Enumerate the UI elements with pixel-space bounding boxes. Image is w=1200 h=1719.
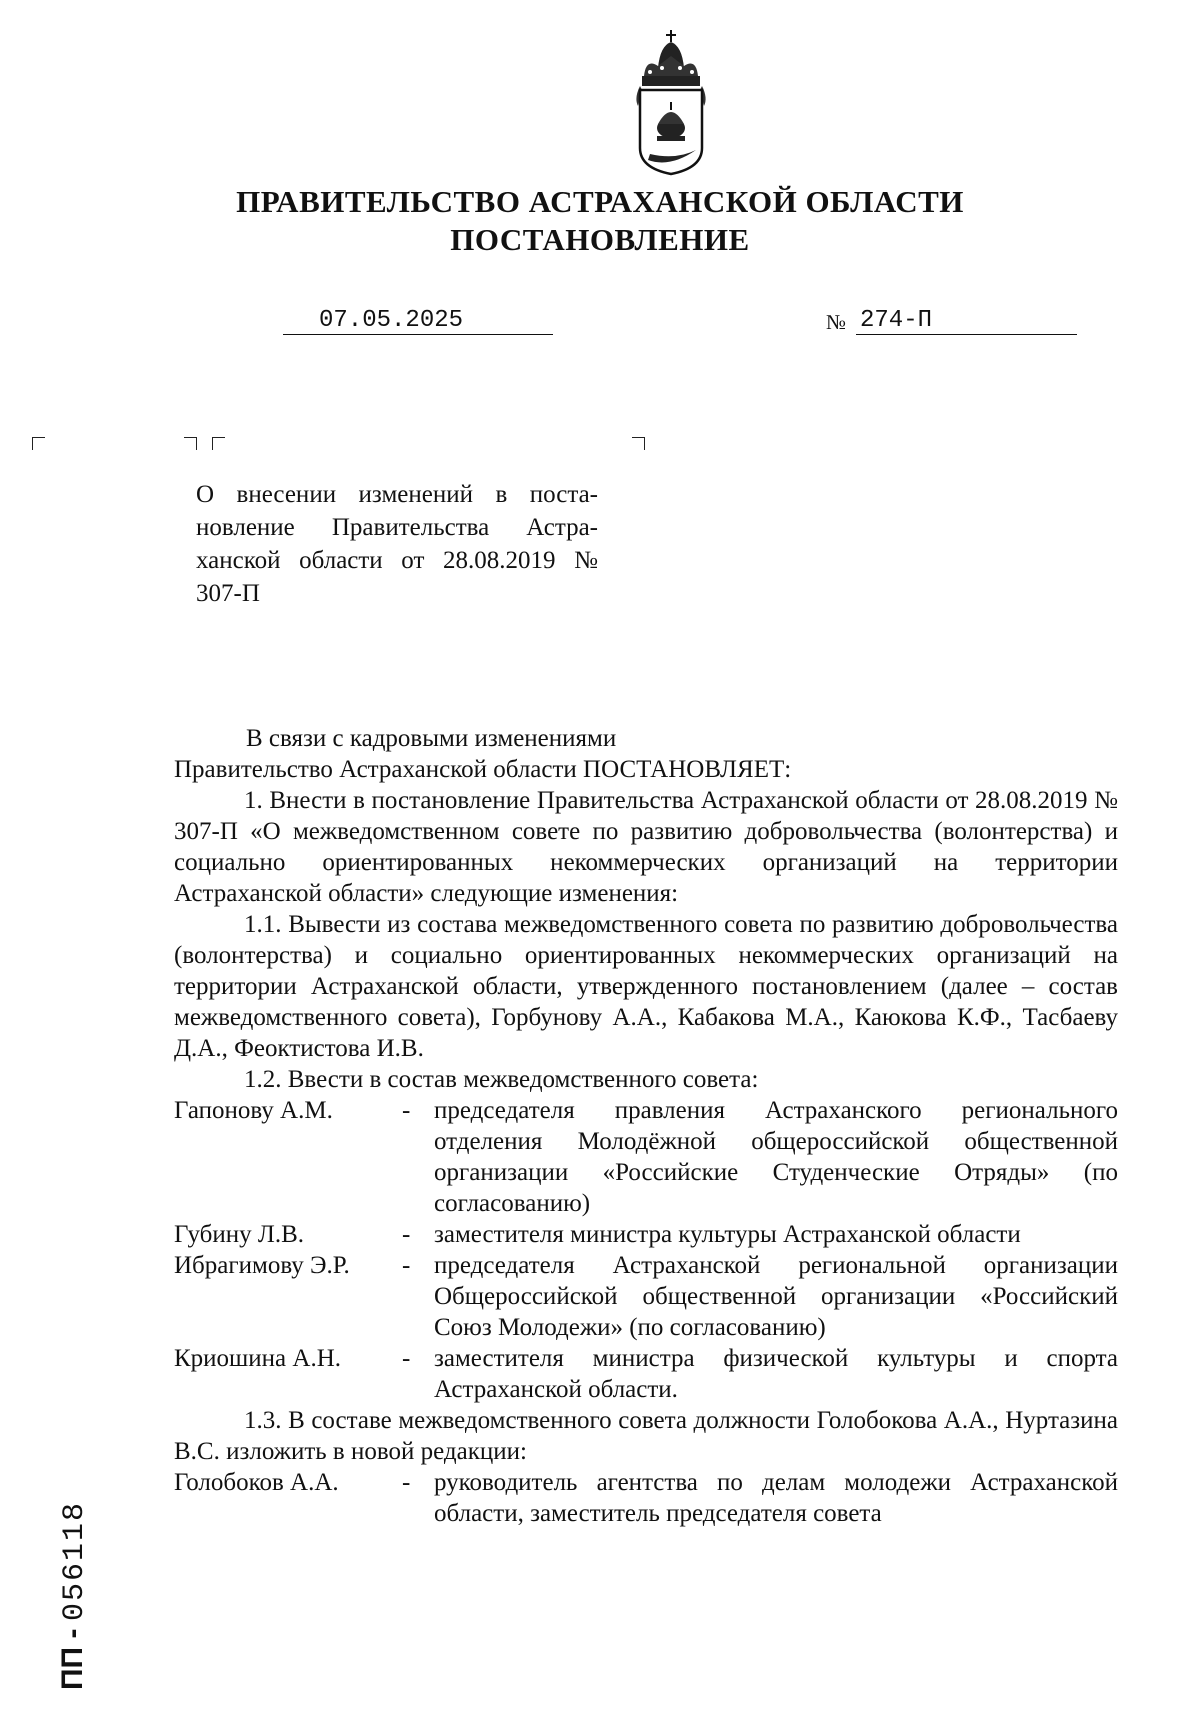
member-dash: - — [402, 1221, 411, 1248]
member-position: заместителя министра физической культуры и спорта Астраханской области. — [434, 1345, 1118, 1403]
member-dash: - — [402, 1469, 411, 1496]
preamble-line-1: В связи с кадровыми изменениями — [246, 725, 617, 752]
side-serial-number — [56, 1501, 92, 1690]
item-1-2: 1.2. Ввести в состав межведомственного совета: — [244, 1066, 759, 1093]
member-name: Ибрагимову Э.Р. — [174, 1252, 350, 1279]
serial-prefix: ПП - — [56, 1628, 89, 1690]
document-date: 07.05.2025 — [283, 307, 553, 335]
member-position: председателя Астраханской региональной организации Общероссийской общественной организации «Российский Союз Молодежи» (по согласованию) — [434, 1252, 1118, 1341]
corner-bracket-right-inner — [212, 437, 225, 450]
member-position: председателя правления Астраханского регионального отделения Молодёжной общероссийской общественной организации «Российские Студенческие Отряды» (по согласованию) — [434, 1097, 1118, 1217]
member-name: Гапонову А.М. — [174, 1097, 333, 1124]
member-name: Криошина А.Н. — [174, 1345, 342, 1372]
document-type: ПОСТАНОВЛЕНИЕ — [450, 222, 750, 257]
member-entry — [174, 1467, 1118, 1529]
item-1: 1. Внести в постановление Правительства Астраханской области от 28.08.2019 № 307-П «О межведомственном совете по развитию добровольчества (волонтерства) и социально ориентированных некоммерческих организаций на территории Астраханской области» следующие изменения: — [174, 787, 1118, 907]
member-entry — [174, 1343, 1118, 1405]
member-dash: - — [402, 1252, 411, 1279]
member-dash: - — [402, 1345, 411, 1372]
document-number: 274-П — [856, 307, 1077, 335]
member-name: Губину Л.В. — [174, 1221, 305, 1248]
item-1-1: 1.1. Вывести из состава межведомственного совета по развитию добровольчества (волонтерства) и социально ориентированных некоммерческих организаций на территории Астраханской области, утвержденного постановлением (далее – состав межведомственного совета), Горбунову А.А., Кабакова М.А., Каюкова К.Ф., Тасбаеву Д.А., Феоктистова И.В. — [174, 911, 1118, 1062]
item-1-3: 1.3. В составе межведомственного совета должности Голобокова А.А., Нуртазина В.С. изложить в новой редакции: — [174, 1407, 1118, 1465]
coat-of-arms-emblem — [630, 28, 712, 176]
document-subject: О внесении изменений в постановление Правительства Астраханской области от 28.08.2019 № 307-П — [196, 481, 598, 607]
corner-bracket-left-inner — [184, 437, 197, 450]
member-name: Голобоков А.А. — [174, 1469, 339, 1496]
corner-bracket-right — [632, 437, 645, 450]
astrakhan-coat-of-arms-icon — [630, 28, 712, 176]
serial-number: 056118 — [58, 1501, 92, 1622]
number-sign: № — [826, 310, 847, 334]
member-position: заместителя министра культуры Астраханской области — [434, 1221, 1021, 1248]
member-entry — [174, 1095, 1118, 1219]
member-entry — [174, 1250, 1118, 1343]
document-body — [174, 723, 1118, 1529]
preamble-line-2: Правительство Астраханской области ПОСТАНОВЛЯЕТ: — [174, 756, 792, 783]
member-position: руководитель агентства по делам молодежи Астраханской области, заместитель председателя совета — [434, 1469, 1118, 1527]
member-entry — [174, 1219, 1118, 1250]
corner-bracket-left — [32, 437, 45, 450]
org-title: ПРАВИТЕЛЬСТВО АСТРАХАНСКОЙ ОБЛАСТИ — [236, 184, 964, 219]
member-dash: - — [402, 1097, 411, 1124]
